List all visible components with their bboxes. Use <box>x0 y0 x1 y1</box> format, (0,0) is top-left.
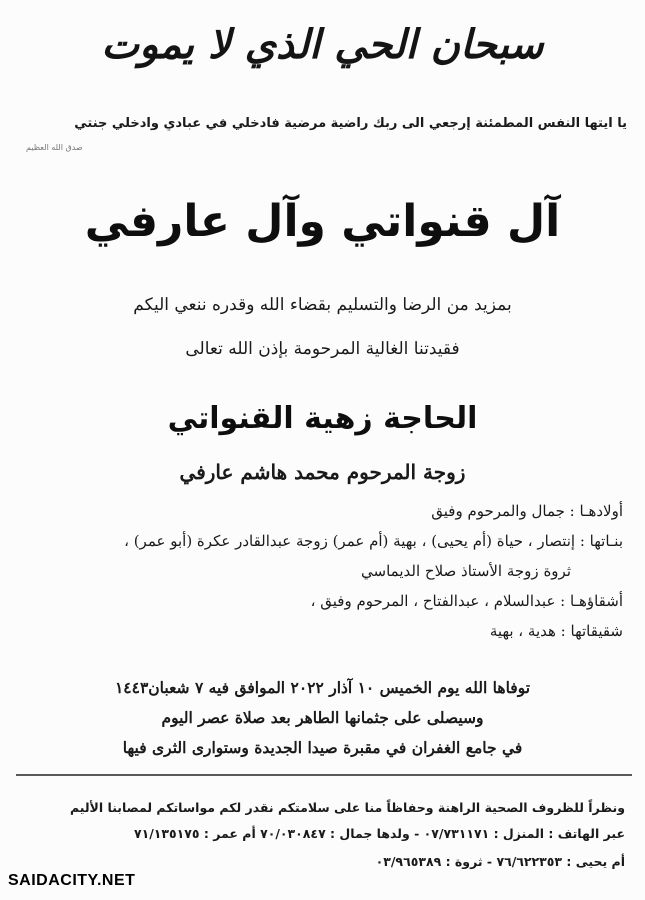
daughters-line-1: بنـاتها : إنتصار ، حياة (أم يحيى) ، بهية (أم عمر) زوجة عبدالقادر عكرة (أبو عمر) ، <box>124 532 623 550</box>
phone-numbers-line-2: أم يحيى : ٧٦/٦٢٢٣٥٣ - ثروة : ٠٣/٩٦٥٣٨٩ <box>375 854 625 869</box>
calligraphy-header: سبحان الحي الذي لا يموت <box>101 21 544 68</box>
verse-closing: صدق الله العظيم <box>26 143 83 152</box>
family-title: آل قنواتي وآل عارفي <box>84 196 561 247</box>
health-note: ونظراً للظروف الصحية الراهنة وحفاظاً منا على سلامتكم نقدر لكم مواساتكم لمصابنا الأليم <box>69 800 625 815</box>
quran-verse: يا ايتها النفس المطمئنة إرجعي الى ربك راضية مرضية فادخلي في عبادي وادخلي جنتي <box>74 116 627 131</box>
condolence-line-2: فقيدتنا الغالية المرحومة بإذن الله تعالى <box>185 339 460 359</box>
sisters-line: شقيقاتها : هدية ، بهية <box>489 622 623 640</box>
daughters-line-2: ثروة زوجة الأستاذ صلاح الديماسي <box>361 562 571 580</box>
divider-line <box>16 774 632 776</box>
brothers-line: أشقاؤهـا : عبدالسلام ، عبدالفتاح ، المرحوم وفيق ، <box>310 592 623 610</box>
deceased-name: الحاجة زهية القنواتي <box>167 401 478 436</box>
funeral-line-3: في جامع الغفران في مقبرة صيدا الجديدة وستوارى الثرى فيها <box>122 738 523 757</box>
phone-numbers-line-1: عبر الهاتف : المنزل : ٠٧/٧٣١١٧١ - ولدها جمال : ٧٠/٠٣٠٨٤٧ أم عمر : ٧١/١٣٥١٧٥ <box>133 826 625 841</box>
site-watermark: SAIDACITY.NET <box>8 872 136 889</box>
deceased-husband: زوجة المرحوم محمد هاشم عارفي <box>179 460 466 484</box>
sons-line: أولادهـا : جمال والمرحوم وفيق <box>431 502 623 520</box>
funeral-line-1: توفاها الله يوم الخميس ١٠ آذار ٢٠٢٢ الموافق فيه ٧ شعبان١٤٤٣ <box>114 678 531 697</box>
condolence-line-1: بمزيد من الرضا والتسليم بقضاء الله وقدره ننعي اليكم <box>133 295 512 315</box>
funeral-line-2: وسيصلى على جثمانها الطاهر بعد صلاة عصر اليوم <box>161 708 484 727</box>
